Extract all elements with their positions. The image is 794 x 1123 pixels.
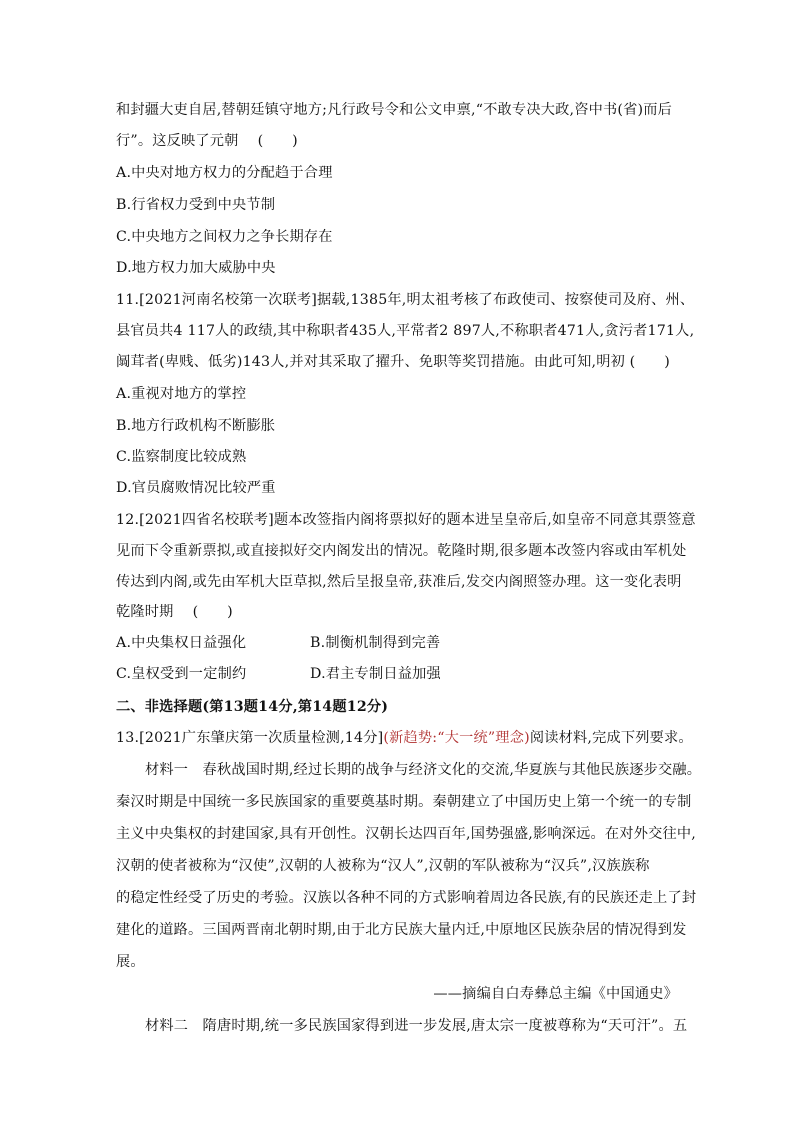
material-1-line-1: 材料一 春秋战国时期,经过长期的战争与经济文化的交流,华夏族与其他民族逐步交融。 xyxy=(145,762,702,778)
material-1-source: ——摘编自白寿彝总主编《中国通史》 xyxy=(433,986,678,1002)
q11-stem-line-3: 阘茸者(卑贱、低劣)143人,并对其采取了擢升、免职等奖罚措施。由此可知,明初 ( ) xyxy=(116,354,670,370)
material-1-line-6: 建化的道路。三国两晋南北朝时期,由于北方民族大量内迁,中原地区民族杂居的情况得到发 xyxy=(116,922,687,938)
q10-stem-line-1: 和封疆大吏自居,替朝廷镇守地方;凡行政号令和公文申禀,“不敢专决大政,咨中书(省)而后 xyxy=(116,102,672,118)
q10-option-a: A.中央对地方权力的分配趋于合理 xyxy=(116,165,333,181)
material-1-line-5: 的稳定性经受了历史的考验。汉族以各种不同的方式影响着周边各民族,有的民族还走上了封 xyxy=(116,890,697,906)
material-1-line-3: 主义中央集权的封建国家,具有开创性。汉朝长达四百年,国势强盛,影响深远。在对外交往中, xyxy=(116,826,696,842)
q11-option-d: D.官员腐败情况比较严重 xyxy=(116,480,276,496)
material-1-line-7: 展。 xyxy=(116,954,145,970)
q11-option-c: C.监察制度比较成熟 xyxy=(116,449,247,465)
q12-stem-line-4: 乾隆时期 ( ) xyxy=(116,604,233,620)
q11-option-b: B.地方行政机构不断膨胀 xyxy=(116,418,276,434)
q12-option-a: A.中央集权日益强化 xyxy=(116,635,247,651)
q12-stem-line-2: 见而下令重新票拟,或直接拟好交内阁发出的情况。乾隆时期,很多题本改签内容或由军机处 xyxy=(116,543,687,559)
q13-trend-tag: (新趋势:“大一统”理念) xyxy=(383,730,530,746)
section-2-heading: 二、非选择题(第13题14分,第14题12分) xyxy=(116,699,389,715)
q12-option-c: C.皇权受到一定制约 xyxy=(116,666,247,682)
q12-stem-line-1: 12.[2021四省名校联考]题本改签指内阁将票拟好的题本进呈皇帝后,如皇帝不同意其票签意 xyxy=(116,512,696,528)
q10-option-c: C.中央地方之间权力之争长期存在 xyxy=(116,229,333,245)
q11-option-a: A.重视对地方的掌控 xyxy=(116,386,247,402)
q13-stem xyxy=(116,728,706,748)
q10-stem-line-2: 行”。这反映了元朝 ( ) xyxy=(116,133,298,149)
material-1-line-2: 秦汉时期是中国统一多民族国家的重要奠基时期。秦朝建立了中国历史上第一个统一的专制 xyxy=(116,794,692,810)
q13-stem-head: 13.[2021广东肇庆第一次质量检测,14分] xyxy=(116,730,384,746)
q11-stem-line-1: 11.[2021河南名校第一次联考]据载,1385年,明太祖考核了布政使司、按察使司及府、州、 xyxy=(116,292,695,308)
q11-stem-line-2: 县官员共4 117人的政绩,其中称职者435人,平常者2 897人,不称职者471人,贪污者171人, xyxy=(116,323,695,339)
q12-stem-line-3: 传达到内阁,或先由军机大臣草拟,然后呈报皇帝,获准后,发交内阁照签办理。这一变化表明 xyxy=(116,574,682,590)
material-1-line-4: 汉朝的使者被称为“汉使”,汉朝的人被称为“汉人”,汉朝的军队被称为“汉兵”,汉族族称 xyxy=(116,858,650,874)
q12-option-b: B.制衡机制得到完善 xyxy=(310,635,441,651)
q12-option-d: D.君主专制日益加强 xyxy=(310,666,441,682)
q13-stem-tail: 阅读材料,完成下列要求。 xyxy=(529,730,693,746)
q10-option-b: B.行省权力受到中央节制 xyxy=(116,197,276,213)
material-2-line-1: 材料二 隋唐时期,统一多民族国家得到进一步发展,唐太宗一度被尊称为“天可汗”。五 xyxy=(145,1018,688,1034)
q10-option-d: D.地方权力加大威胁中央 xyxy=(116,260,276,276)
